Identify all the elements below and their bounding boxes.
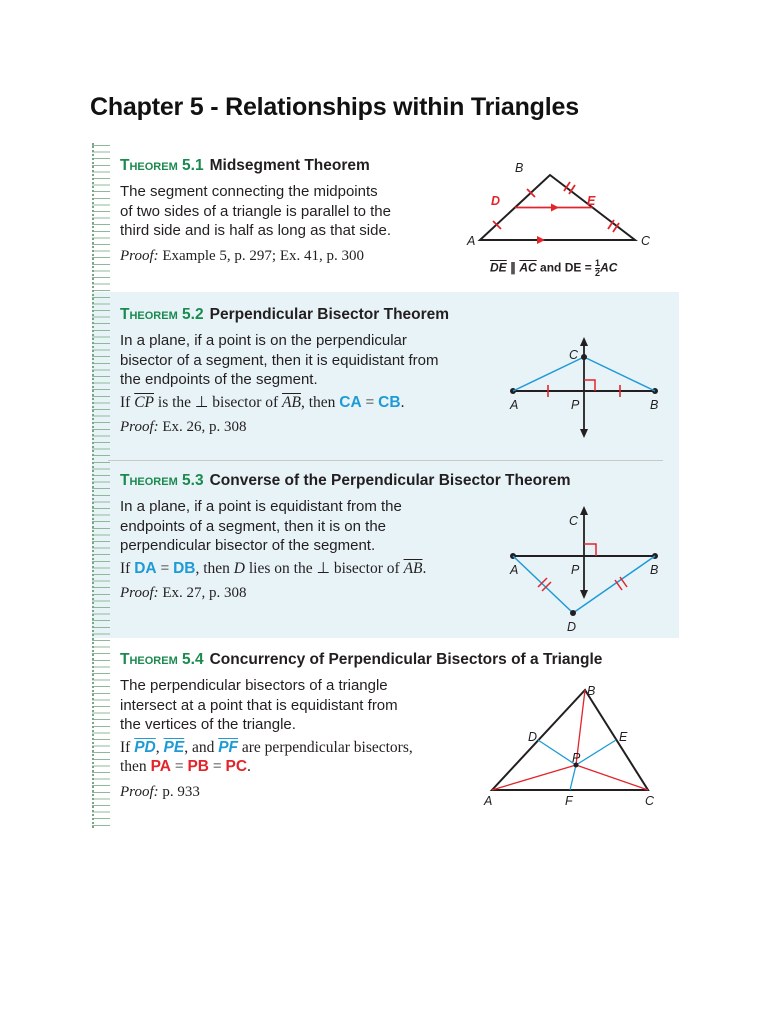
- point-label-p: P: [572, 751, 581, 765]
- point-label-c: C: [569, 514, 579, 528]
- segment-pd: [538, 740, 576, 765]
- body-line: The perpendicular bisectors of a triangle: [120, 677, 388, 694]
- theorem-label: Theorem 5.1: [120, 157, 204, 174]
- point-label-p: P: [571, 398, 580, 412]
- point-label-b: B: [650, 563, 659, 577]
- point-label-e: E: [619, 730, 628, 744]
- theorem-label: Theorem 5.3: [120, 472, 204, 489]
- point-label-e: E: [587, 194, 596, 208]
- segment-pe: [576, 740, 616, 765]
- body-line: endpoints of a segment, then it is on the: [120, 517, 387, 535]
- segment-pf: [570, 765, 576, 790]
- point-label-f: F: [565, 794, 573, 808]
- body-line: the vertices of the triangle.: [120, 716, 296, 733]
- theorem-label: Theorem 5.2: [120, 306, 204, 323]
- point-label-p: P: [571, 563, 580, 577]
- theorem-statement: If $\overline{PD}$, $\overline{PE}$, and $\overline{PF}$ are perpendicular bisectors,: [120, 738, 413, 756]
- theorem-name: Perpendicular Bisector Theorem: [209, 306, 450, 323]
- segment-pc: [576, 765, 648, 790]
- point-label-b: B: [515, 161, 524, 175]
- proof-reference: Proof: Ex. 27, p. 308: [120, 585, 247, 601]
- point-label-a: A: [484, 794, 493, 808]
- midsegment-caption: $\overline{DE}$ ∥ $\overline{AC}$ and DE = $\frac{1}{2}$ AC: [490, 258, 618, 278]
- body-line: The segment connecting the midpoints: [120, 183, 378, 200]
- point-label-b: B: [650, 398, 659, 412]
- point-label-c: C: [569, 348, 579, 362]
- point-label-d: D: [528, 730, 538, 744]
- body-line: bisector of a segment, then it is equidistant from: [120, 351, 439, 369]
- theorem-name: Converse of the Perpendicular Bisector Theorem: [209, 472, 571, 489]
- theorem-label: Theorem 5.4: [120, 651, 204, 668]
- point-label-c: C: [641, 234, 651, 248]
- proof-reference: Proof: Example 5, p. 297; Ex. 41, p. 300: [120, 247, 365, 264]
- body-line: the endpoints of the segment.: [120, 371, 318, 388]
- point-label-a: A: [510, 563, 519, 577]
- point-label-d: D: [567, 620, 577, 634]
- body-line: third side and is half as long as that side.: [120, 222, 391, 239]
- theorem-statement-cont: then PA = PB = PC.: [120, 758, 251, 775]
- page-title: Chapter 5 - Relationships within Triangles: [90, 93, 579, 121]
- theorem-name: Concurrency of Perpendicular Bisectors of a Triangle: [209, 651, 603, 668]
- proof-reference: Proof: Ex. 26, p. 308: [120, 419, 247, 435]
- point-label-a: A: [510, 398, 519, 412]
- proof-reference: Proof: p. 933: [120, 783, 200, 800]
- body-line: perpendicular bisector of the segment.: [120, 537, 376, 554]
- theorem-name: Midsegment Theorem: [209, 157, 370, 174]
- point-label-b: B: [587, 684, 596, 698]
- theorem-statement: If $\overline{CP}$ is the ⊥ bisector of $\overline{AB}$, then CA = CB.: [120, 393, 405, 411]
- body-line: In a plane, if a point is on the perpendicular: [120, 332, 407, 349]
- body-line: of two sides of a triangle is parallel to the: [120, 202, 391, 220]
- body-line: In a plane, if a point is equidistant from the: [120, 498, 402, 515]
- point-label-c: C: [645, 794, 655, 808]
- body-line: intersect at a point that is equidistant from: [120, 696, 398, 714]
- point-label-d: D: [491, 194, 501, 208]
- theorem-statement: If DA = DB, then D lies on the ⊥ bisector of $\overline{AB}$.: [120, 559, 427, 577]
- point-label-a: A: [467, 234, 476, 248]
